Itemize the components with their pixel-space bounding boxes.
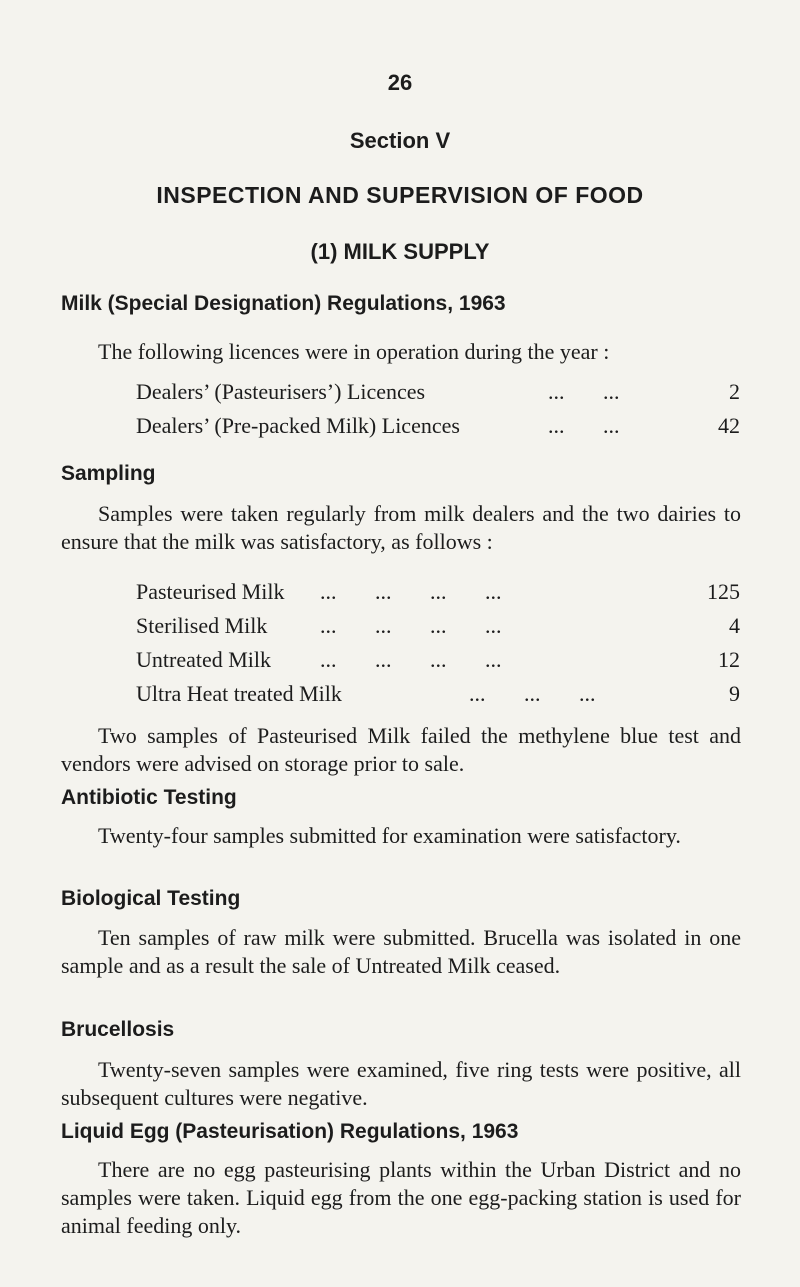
- section-label: Section V: [349, 128, 451, 153]
- biological-heading: Biological Testing: [61, 887, 241, 910]
- licences-intro: The following licences were in operation during the year :: [98, 339, 610, 364]
- leader-dots: ... ... ... ...: [320, 647, 502, 672]
- licence-value: 2: [729, 379, 740, 404]
- licence-value: 42: [718, 413, 740, 438]
- brucellosis-paragraph: Twenty-seven samples were examined, five ring tests were positive, all subsequent cultures were negative.: [61, 1057, 741, 1110]
- liquid-egg-heading: Liquid Egg (Pasteurisation) Regulations, 1963: [61, 1120, 519, 1143]
- leader-dots: ... ...: [548, 379, 620, 404]
- main-title: INSPECTION AND SUPERVISION OF FOOD: [156, 182, 644, 208]
- licence-label: Dealers’ (Pasteurisers’) Licences: [136, 379, 426, 404]
- brucellosis-heading: Brucellosis: [61, 1018, 175, 1041]
- sampling-note: Two samples of Pasteurised Milk failed the methylene blue test and vendors were advised on storage prior to sale.: [61, 723, 741, 776]
- milk-regulations-heading: Milk (Special Designation) Regulations, 1963: [61, 292, 506, 315]
- sampling-heading: Sampling: [61, 462, 156, 485]
- sample-label: Untreated Milk: [136, 647, 272, 672]
- liquid-egg-paragraph: There are no egg pasteurising plants within the Urban District and no samples were taken. Liquid egg from the one egg-packing station is used for animal feeding only.: [61, 1157, 741, 1238]
- sample-label: Pasteurised Milk: [136, 579, 285, 604]
- leader-dots: ... ... ...: [469, 681, 596, 706]
- sample-value: 125: [707, 579, 740, 604]
- biological-paragraph: Ten samples of raw milk were submitted. Brucella was isolated in one sample and as a result the sale of Untreated Milk ceased.: [61, 925, 741, 978]
- sample-value: 9: [729, 681, 740, 706]
- sample-value: 4: [729, 613, 740, 638]
- sample-label: Sterilised Milk: [136, 613, 268, 638]
- licence-label: Dealers’ (Pre-packed Milk) Licences: [136, 413, 460, 438]
- leader-dots: ... ... ... ...: [320, 579, 502, 604]
- leader-dots: ... ...: [548, 413, 620, 438]
- sample-value: 12: [718, 647, 740, 672]
- page-number: 26: [387, 70, 413, 95]
- sample-label: Ultra Heat treated Milk: [136, 681, 342, 706]
- antibiotic-paragraph: Twenty-four samples submitted for examination were satisfactory.: [98, 823, 681, 848]
- leader-dots: ... ... ... ...: [320, 613, 502, 638]
- sampling-paragraph: Samples were taken regularly from milk dealers and the two dairies to ensure that the milk was satisfactory, as follows :: [61, 501, 741, 554]
- sub-title: (1) MILK SUPPLY: [310, 239, 490, 264]
- antibiotic-heading: Antibiotic Testing: [61, 786, 237, 809]
